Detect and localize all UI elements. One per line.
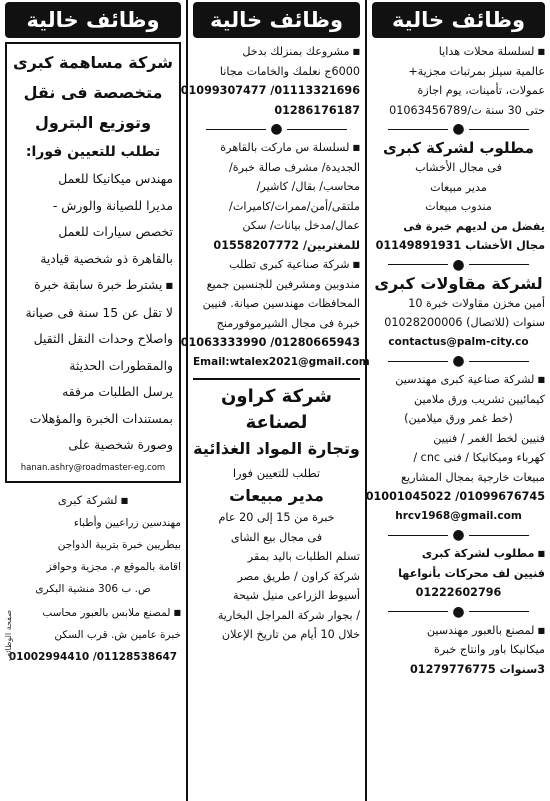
- column-middle: [180, 0, 370, 801]
- ad-line: عمال/مدخل بيانات/ سكن: [242, 219, 360, 232]
- ad-line: مندوب مبيعات: [425, 200, 492, 213]
- separator: ●: [372, 605, 545, 619]
- ad-role: مدير مبيعات: [229, 486, 324, 505]
- ad-line: مندوبين ومشرفين للجنسين جميع: [206, 277, 360, 291]
- ad-line: لا تقل عن 15 سنة فى صيانة: [25, 304, 173, 320]
- ad-line: خبرة فى مجال الشيرموفورمنج: [216, 316, 360, 330]
- ad-motor-winding: [372, 544, 545, 603]
- ad-line: ■ لسلسلة س ماركت بالقاهرة: [193, 138, 360, 158]
- ad-line: ■ يشترط خبرة سابقة خبرة: [13, 272, 173, 300]
- ad-line: تسلم الطلبات باليد بمقر: [247, 550, 360, 563]
- ad-line: خلال 10 أيام من تاريخ الإعلان: [221, 628, 360, 641]
- ad-line: اقامة بالموقع م. مجزية وحوافز: [46, 560, 181, 573]
- ad-line: شركة كراون / طريق مصر: [237, 569, 360, 583]
- ad-line: عالمية سيلز بمرتبات مجزية+: [408, 64, 545, 78]
- ad-line: بالقاهرة ذو شخصية قيادية: [40, 250, 173, 266]
- ad-subtitle: تطلب للتعيين فورا: [232, 466, 321, 480]
- separator: ●: [372, 354, 545, 368]
- ad-line: وصورة شخصية على: [68, 437, 173, 452]
- ad-line: كهرباء وميكانيكا / فنى cnc /: [413, 451, 545, 464]
- ad-line: أسيوط الزراعى منيل شيحة: [232, 589, 360, 602]
- column-header: وظائف خالية: [193, 2, 360, 38]
- ad-line: خبرة من 15 إلى 20 عام: [218, 511, 335, 524]
- ad-line: محاسب/ بقال/ كاشير/: [256, 180, 360, 193]
- ad-industrial-reps: [180, 255, 370, 372]
- ad-line: 3سنوات 01279776775: [410, 662, 545, 676]
- ad-line: ■ لمصنع ملابس بالعبور محاسب: [5, 602, 181, 624]
- ad-petroleum-company: [5, 42, 181, 483]
- ad-line: والمقطورات الحديثة: [69, 357, 173, 373]
- ad-supermarket: [193, 138, 360, 255]
- separator: ●: [193, 122, 360, 136]
- ad-line: يرسل الطلبات مرفقه: [62, 384, 173, 399]
- ad-line: ملتقى/أمن/ممرات/كاميرات/: [229, 199, 360, 213]
- ad-line: مديرا للصيانة والورش -: [52, 197, 173, 213]
- column-right: [367, 0, 550, 801]
- column-header: وظائف خالية: [5, 2, 181, 38]
- ad-line: 01099676745/ 01001045022: [365, 490, 545, 503]
- ad-industrial: [365, 370, 545, 526]
- ad-line: ■ مطلوب لشركة كبرى: [372, 544, 545, 564]
- side-label: صفحة الوظائف: [4, 610, 13, 661]
- contact-email: hanan.ashry@roadmaster-eg.com: [20, 462, 166, 473]
- ad-line: 01222602796: [415, 586, 502, 599]
- ad-line: ■ لشركة كبرى: [5, 489, 181, 512]
- ad-line: عمولات، تأمينات، يوم اجازة: [417, 84, 545, 97]
- ad-line: بيطريين خبرة بتربية الدواجن: [57, 538, 181, 551]
- ad-line: يفضل من لديهم خبرة فى: [403, 219, 545, 233]
- ad-gift-shops: [372, 42, 545, 120]
- ad-title: وتجارة المواد الغذائية: [193, 439, 360, 458]
- ad-line: (خط غمر ورق ميلامين): [404, 412, 513, 425]
- ad-line: المحافظات مهندسين صيانة. فنيين: [202, 297, 360, 310]
- ad-wood-company: [372, 138, 545, 256]
- ad-line: 01128538647/ 01002994410: [8, 650, 178, 663]
- ad-line: للمغتربين/ 01558207772: [213, 238, 360, 252]
- ad-title: مطلوب لشركة كبرى: [383, 139, 534, 157]
- contact-email: Email:wtalex2021@gmail.com: [193, 355, 370, 368]
- ad-line: 6000ج نعلمك والخامات مجانا: [219, 64, 360, 78]
- ad-title: شركة مساهمة كبرى: [12, 53, 173, 72]
- ad-line: ميكانيكا باور وانتاج خبرة: [434, 643, 545, 656]
- ad-title: شركة كراون لصناعة: [221, 386, 332, 433]
- ad-line: فنيين لف محركات بأنواعها: [398, 566, 545, 580]
- ad-clothing-factory: [5, 602, 181, 668]
- ad-line: 01280665943/ 01063333990: [180, 336, 360, 349]
- ad-line: 01113321696/ 01099307477: [180, 84, 360, 97]
- column-left: [0, 0, 186, 801]
- ad-line: / بجوار شركة المراجل البخارية: [217, 608, 360, 622]
- ad-line: مهندسين زراعيين وأطباء: [73, 516, 181, 529]
- ad-obour-factory: [372, 621, 545, 680]
- ad-contracting: [372, 274, 545, 353]
- ad-subtitle: تطلب للتعيين فورا:: [25, 144, 161, 160]
- ad-line: مجال الأخشاب 01149891931: [375, 239, 545, 252]
- column-header: وظائف خالية: [372, 2, 545, 38]
- ad-title: وتوزيع البترول: [34, 113, 152, 132]
- ad-line: تخصص سيارات للعمل: [58, 224, 173, 239]
- ad-line: 01286176187: [274, 103, 360, 117]
- ad-line: كيمائيين تشريب ورق ملامين: [413, 392, 545, 406]
- separator: ●: [372, 528, 545, 542]
- ad-line: سنوات (للاتصال) 01028200006: [384, 316, 545, 329]
- ad-line: ■ لمصنع بالعبور مهندسين: [372, 621, 545, 641]
- ad-line: حتى 30 سنة ت/01063456789: [389, 103, 545, 117]
- ad-line: ■ لشركة صناعية كبرى مهندسين: [372, 370, 545, 390]
- ad-line: ص. ب 306 منشية البكرى: [35, 582, 151, 595]
- ad-line: خبرة عامين ش. قرب السكن: [54, 628, 181, 641]
- ad-crown-company: [193, 378, 360, 645]
- ad-title: متخصصة فى نقل: [23, 83, 163, 102]
- ad-line: ■ شركة صناعية كبرى تطلب: [193, 255, 360, 275]
- ad-line: مدير مبيعات: [430, 180, 487, 194]
- contact-email: contactus@palm-city.co: [388, 335, 529, 348]
- ad-title: لشركة مقاولات كبرى: [374, 273, 543, 293]
- ad-home-project: [180, 42, 360, 120]
- ad-line: واصلاح وحدات النقل الثقيل: [33, 331, 173, 346]
- ad-line: مبيعات خارجية بمجال المشاريع: [401, 470, 545, 484]
- ad-line: ■ مشروعك بمنزلك بدخل: [193, 42, 360, 62]
- ad-line: فى مجال بيع الشاى: [230, 530, 323, 544]
- contact-email: hrcv1968@gmail.com: [395, 509, 522, 522]
- ad-agriculture: [5, 489, 181, 600]
- separator: ●: [372, 258, 545, 272]
- ad-line: فى مجال الأخشاب: [415, 161, 502, 174]
- ad-line: مهندس ميكانيكا للعمل: [58, 171, 173, 186]
- ad-line: الجديدة/ مشرف صالة خبرة/: [228, 160, 360, 174]
- ad-line: ■ لسلسلة محلات هدايا: [372, 42, 545, 62]
- separator: ●: [372, 122, 545, 136]
- ad-line: بمستندات الخبرة والمؤهلات: [29, 410, 173, 426]
- ad-line: فنيين لخط الغمر / فنيين: [433, 431, 545, 445]
- ad-line: أمين مخزن مقاولات خبرة 10: [408, 296, 545, 310]
